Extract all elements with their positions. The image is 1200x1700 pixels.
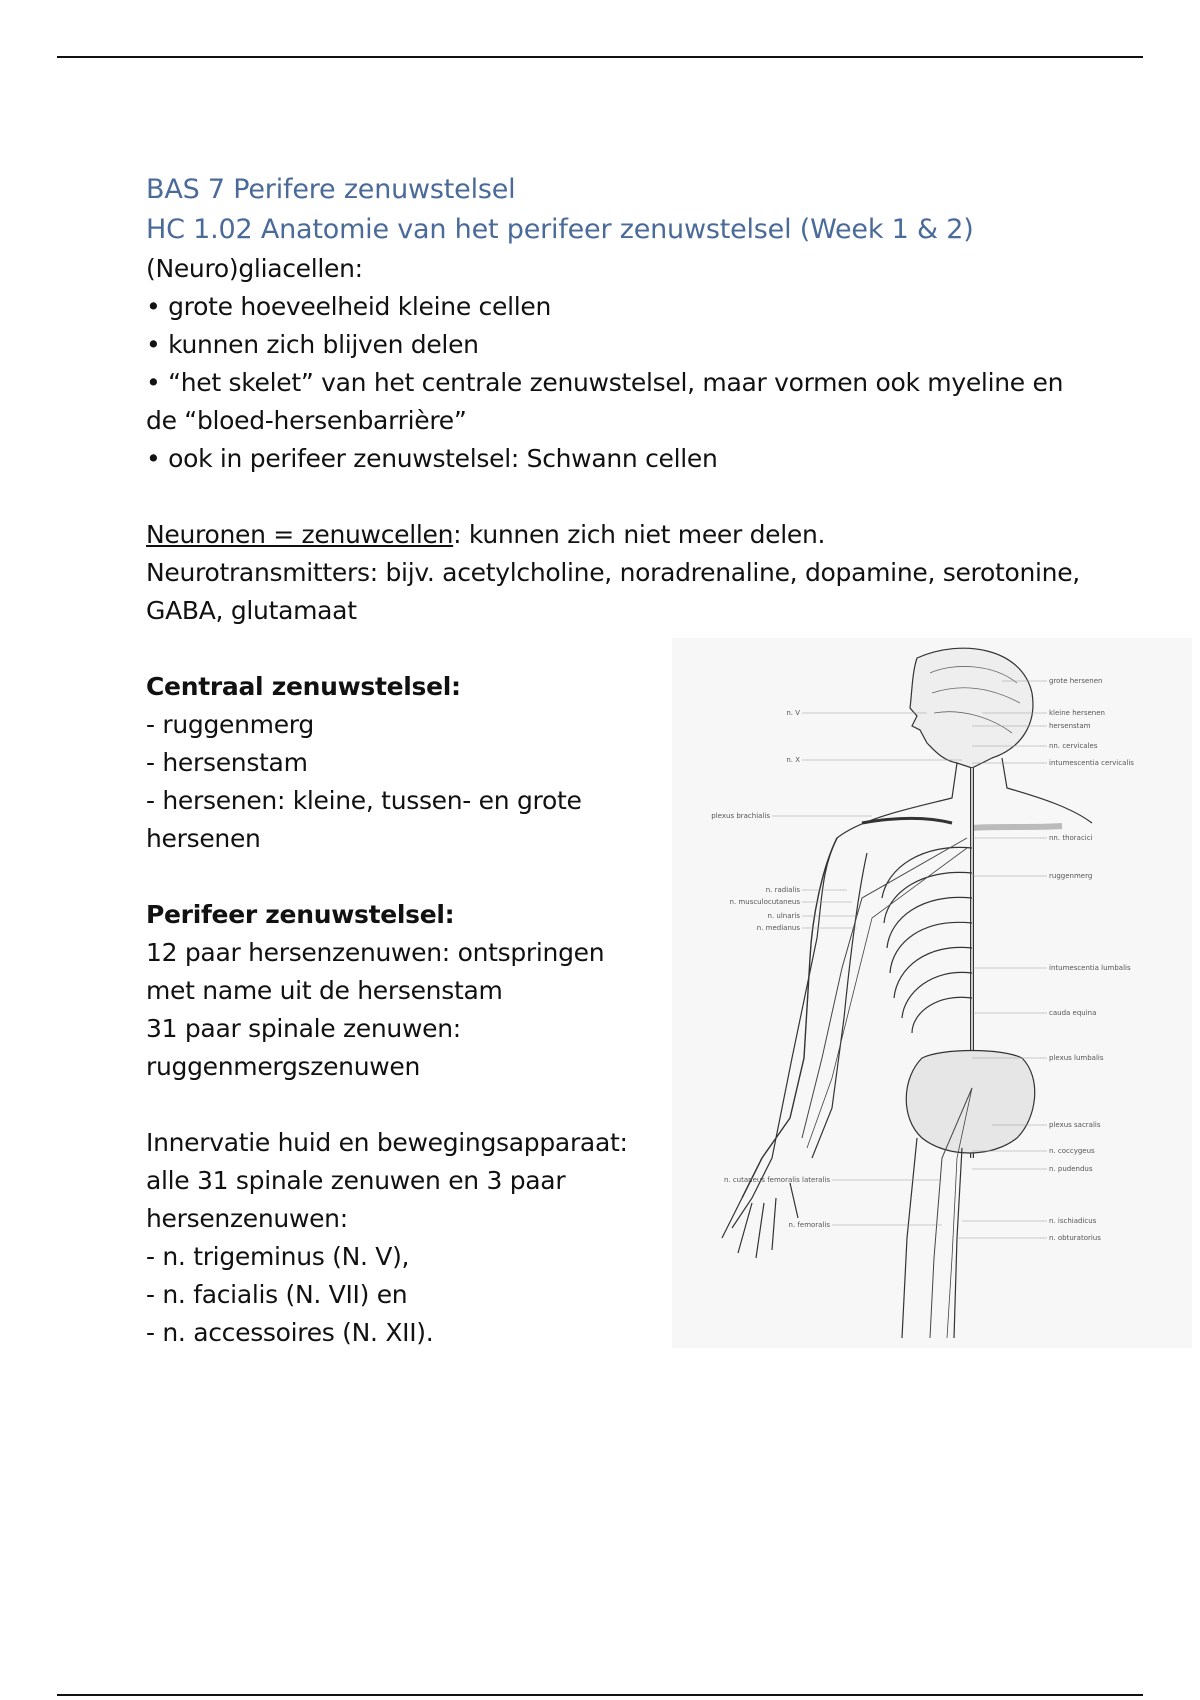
cns-item-2: - hersenstam: [146, 748, 308, 777]
glia-bullet-2: • kunnen zich blijven delen: [146, 330, 479, 359]
top-rule: [57, 56, 1143, 58]
fig-label-grote-hersenen: grote hersenen: [1049, 677, 1103, 685]
fig-label-nn-thoracici: nn. thoracici: [1049, 834, 1093, 842]
fig-label-plexus-lumbalis: plexus lumbalis: [1049, 1054, 1104, 1062]
fig-label-intumescentia-lumbalis: intumescentia lumbalis: [1049, 964, 1131, 972]
glia-bullet-3: • “het skelet” van het centrale zenuwstelsel, maar vormen ook myeline en de “bloed-hersenbarrière”: [146, 368, 1064, 435]
fig-label-plexus-sacralis: plexus sacralis: [1049, 1121, 1101, 1129]
innervation-item-1: - n. trigeminus (N. V),: [146, 1242, 410, 1271]
fig-label-n-ulnaris: n. ulnaris: [767, 912, 800, 920]
fig-label-n-radialis: n. radialis: [765, 886, 800, 894]
fig-label-n-musculocutaneus: n. musculocutaneus: [729, 898, 800, 906]
nervous-system-illustration: [672, 638, 1192, 1348]
left-column: [146, 668, 646, 1352]
document-subtitle: HC 1.02 Anatomie van het perifeer zenuwstelsel (Week 1 & 2): [146, 214, 974, 245]
fig-label-hersenstam: hersenstam: [1049, 722, 1091, 730]
neurotransmitters-line: Neurotransmitters: bijv. acetylcholine, noradrenaline, dopamine, serotonine, GABA, glutamaat: [146, 558, 1080, 625]
pns-line-1: 12 paar hersenzenuwen: ontspringen met name uit de hersenstam: [146, 938, 605, 1005]
neurons-line: [146, 516, 1106, 554]
fig-label-n-obturatorius: n. obturatorius: [1049, 1234, 1101, 1242]
fig-label-ruggenmerg: ruggenmerg: [1049, 872, 1093, 880]
glia-bullet-1: • grote hoeveelheid kleine cellen: [146, 292, 551, 321]
fig-label-n-x: n. X: [786, 756, 800, 764]
fig-label-nn-cervicales: nn. cervicales: [1049, 742, 1098, 750]
neurons-rest: : kunnen zich niet meer delen.: [453, 520, 826, 549]
pns-title: Perifeer zenuwstelsel:: [146, 900, 455, 929]
fig-label-n-v: n. V: [786, 709, 800, 717]
innervation-intro: Innervatie huid en bewegingsapparaat: alle 31 spinale zenuwen en 3 paar hersenzenuwen:: [146, 1128, 628, 1233]
cns-item-1: - ruggenmerg: [146, 710, 314, 739]
fig-label-n-coccygeus: n. coccygeus: [1049, 1147, 1095, 1155]
fig-label-n-cutaneus-femoralis-lateralis: n. cutaneus femoralis lateralis: [723, 1176, 830, 1184]
innervation-item-2: - n. facialis (N. VII) en: [146, 1280, 408, 1309]
fig-label-kleine-hersenen: kleine hersenen: [1049, 709, 1105, 717]
fig-label-n-medianus: n. medianus: [756, 924, 800, 932]
fig-label-intumescentia-cervicalis: intumescentia cervicalis: [1049, 759, 1134, 767]
fig-label-n-pudendus: n. pudendus: [1049, 1165, 1093, 1173]
neurons-term: Neuronen = zenuwcellen: [146, 520, 454, 549]
bottom-rule: [57, 1694, 1143, 1696]
fig-label-cauda-equina: cauda equina: [1049, 1009, 1097, 1017]
glia-title: (Neuro)gliacellen:: [146, 254, 363, 283]
fig-label-n-ischiadicus: n. ischiadicus: [1049, 1217, 1097, 1225]
innervation-item-3: - n. accessoires (N. XII).: [146, 1318, 434, 1347]
nervous-system-figure: [672, 638, 1192, 1348]
pns-line-2: 31 paar spinale zenuwen: ruggenmergszenuwen: [146, 1014, 461, 1081]
fig-label-n-femoralis: n. femoralis: [788, 1221, 830, 1229]
fig-label-plexus-brachialis: plexus brachialis: [711, 812, 770, 820]
cns-title: Centraal zenuwstelsel:: [146, 672, 461, 701]
cns-item-3: - hersenen: kleine, tussen- en grote hersenen: [146, 786, 582, 853]
document-title: BAS 7 Perifere zenuwstelsel: [146, 174, 516, 205]
glia-bullet-4: • ook in perifeer zenuwstelsel: Schwann cellen: [146, 444, 718, 473]
